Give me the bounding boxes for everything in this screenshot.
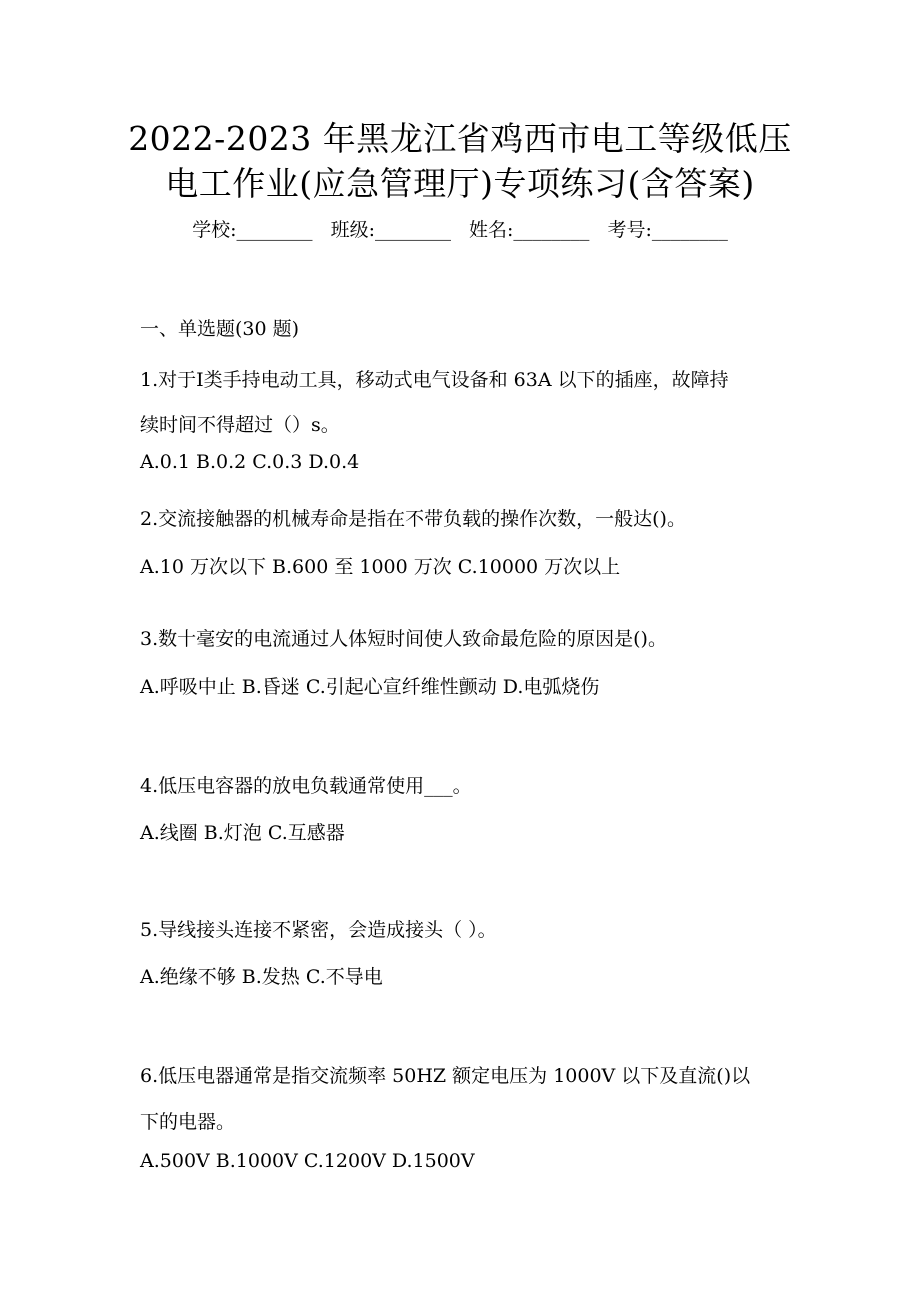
document-title-line-2: 电工作业(应急管理厅)专项练习(含答案) bbox=[165, 164, 755, 203]
class-field: 班级:________ bbox=[330, 219, 451, 241]
question-4-options: A.线圈 B.灯泡 C.互感器 bbox=[140, 822, 345, 844]
question-4-stem: 4.低压电容器的放电负载通常使用___。 bbox=[140, 775, 472, 797]
question-1-options: A.0.1 B.0.2 C.0.3 D.0.4 bbox=[140, 451, 360, 473]
student-info-row bbox=[0, 216, 920, 244]
document-title-line-1: 2022-2023 年黑龙江省鸡西市电工等级低压 bbox=[128, 119, 792, 158]
question-1-stem-line-1: 1.对于I类手持电动工具，移动式电气设备和 63A 以下的插座，故障持 bbox=[140, 369, 729, 391]
question-3-stem: 3.数十毫安的电流通过人体短时间使人致命最危险的原因是()。 bbox=[140, 628, 667, 650]
question-3-options: A.呼吸中止 B.昏迷 C.引起心宣纤维性颤动 D.电弧烧伤 bbox=[140, 676, 600, 698]
question-1-stem-line-2: 续时间不得超过（）s。 bbox=[140, 414, 340, 436]
question-6-stem-line-1: 6.低压电器通常是指交流频率 50HZ 额定电压为 1000V 以下及直流()以 bbox=[140, 1065, 751, 1087]
name-field: 姓名:________ bbox=[469, 219, 590, 241]
question-6-stem-line-2: 下的电器。 bbox=[140, 1111, 236, 1133]
section-heading: 一、单选题(30 题) bbox=[140, 318, 300, 340]
school-field: 学校:________ bbox=[192, 219, 313, 241]
exam-number-field: 考号:________ bbox=[607, 219, 728, 241]
question-2-stem: 2.交流接触器的机械寿命是指在不带负载的操作次数，一般达()。 bbox=[140, 508, 686, 530]
question-2-options: A.10 万次以下 B.600 至 1000 万次 C.10000 万次以上 bbox=[140, 556, 621, 578]
question-5-stem: 5.导线接头连接不紧密，会造成接头（ ）。 bbox=[140, 919, 497, 941]
question-5-options: A.绝缘不够 B.发热 C.不导电 bbox=[140, 966, 383, 988]
question-6-options: A.500V B.1000V C.1200V D.1500V bbox=[140, 1150, 475, 1172]
